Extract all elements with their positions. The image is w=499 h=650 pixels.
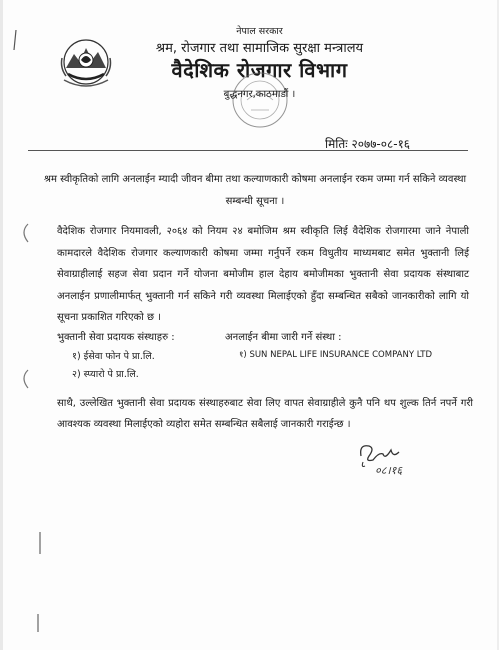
payment-providers-label: भुक्तानी सेवा प्रदायक संस्थाहरु :: [57, 332, 175, 343]
signature-date: ०८।१६: [375, 464, 403, 477]
insurance-provider-item: १) SUN NEPAL LIFE INSURANCE COMPANY LTD: [239, 350, 433, 360]
payment-provider-item: १) ईसेवा फोन पे प्रा.लि.: [72, 351, 155, 362]
notice-date: मितिः २०७७-०८-१६: [325, 137, 411, 151]
punch-mark-icon: [34, 612, 42, 634]
punch-mark-icon: [10, 28, 20, 52]
punch-mark-icon: [18, 222, 32, 244]
insurance-providers-label: अनलाईन बीमा जारी गर्ने संस्था :: [225, 332, 342, 343]
ministry-name: श्रम, रोजगार तथा सामाजिक सुरक्षा मन्त्रालय: [155, 41, 364, 56]
punch-mark-icon: [18, 368, 32, 390]
notice-subject: श्रम स्वीकृतिको लागि अनलाईन म्यादी जीवन बीमा तथा कल्याणकारी कोषमा अनलाईन रकम जम्मा गर्न सकिने व्यवस्था सम्बन्धी सूचना ।: [43, 174, 467, 207]
payment-provider-item: २) स्प्यारो पे प्रा.लि.: [72, 369, 139, 380]
government-name: नेपाल सरकार: [236, 26, 283, 37]
department-name: वैदेशिक रोजगार विभाग: [171, 58, 348, 82]
header-divider: [28, 150, 468, 151]
office-address: बुद्धनगर,काठमाडौं ।: [223, 89, 296, 100]
notice-body-paragraph-1: वैदेशिक रोजगार नियमावली, २०६४ को नियम २४ बमोजिम श्रम स्वीकृति लिई वैदेशिक रोजगारमा जाने नेपाली कामदारले वैदेशिक रोजगार कल्याणकारी कोषमा जम्मा गर्नुपर्ने रकम विधुतीय माध्यमबाट समेत भुक्तानी लिई सेवाग्राहीलाई सहज सेवा प्रदान गर्ने योजना बमोजीम हाल देहाय बमोजीमका भुक्तानी सेवा प्रदायक संस्थाबाट अनलाईन प्रणालीमार्फत् भुक्तानी गर्न सकिने गरी व्यवस्था मिलाईएको हुँदा सम्बन्धित सबैको जानकारीको लागि यो सूचना प्रकाशित गरिएको छ ।: [57, 226, 469, 323]
notice-body-paragraph-2: साथै, उल्लेखित भुक्तानी सेवा प्रदायक संस्थाहरुबाट सेवा लिए वापत सेवाग्राहीले कुनै पनि थप शुल्क तिर्न नपर्ने गरी आवश्यक व्यवस्था मिलाईएको व्यहोरा समेत सम्बन्धित सबैलाई जानकारी गराईन्छ ।: [57, 398, 473, 430]
punch-mark-icon: [36, 530, 44, 556]
page-edge-left: [0, 0, 3, 650]
office-seal-icon: [225, 70, 295, 134]
